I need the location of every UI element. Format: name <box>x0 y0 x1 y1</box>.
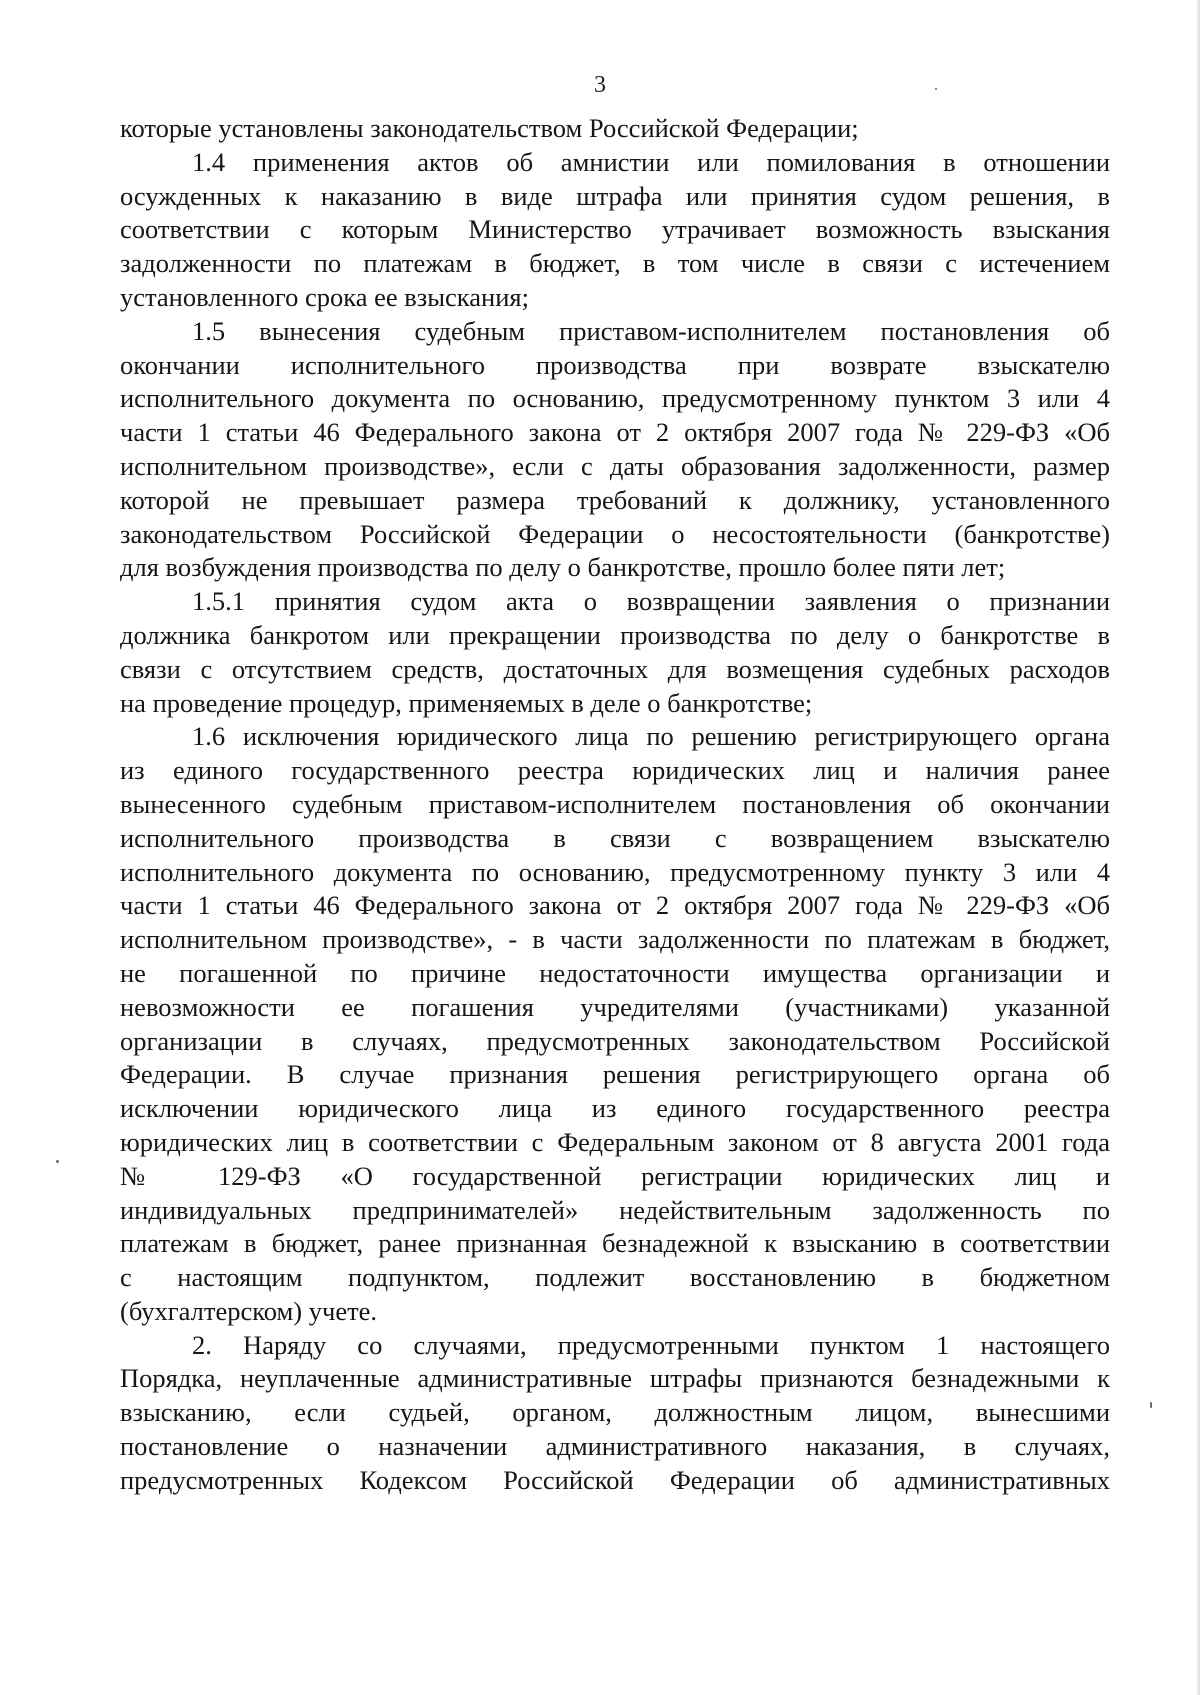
text-line: исполнительного документа по основанию, предусмотренному пунктом 3 или 4 <box>120 383 1110 414</box>
text-line: для возбуждения производства по делу о банкротстве, прошло более пяти лет; <box>120 552 1006 583</box>
text-line: исполнительном производстве», - в части задолженности по платежам в бюджет, <box>120 924 1110 955</box>
text-line: Порядка, неуплаченные административные штрафы признаются безнадежными к <box>120 1363 1110 1394</box>
text-line: части 1 статьи 46 Федерального закона от 2 октября 2007 года № 229-ФЗ «Об <box>120 417 1110 448</box>
text-line: (бухгалтерском) учете. <box>120 1295 378 1326</box>
text-line: предусмотренных Кодексом Российской Федерации об административных <box>120 1464 1110 1495</box>
text-line: которой не превышает размера требований к должнику, установленного <box>120 484 1110 515</box>
text-line: которые установлены законодательством Российской Федерации; <box>120 113 859 143</box>
text-line: вынесенного судебным приставом-исполнителем постановления об окончании <box>120 788 1110 819</box>
document-body <box>120 112 1110 1498</box>
text-line: организации в случаях, предусмотренных законодательством Российской <box>120 1025 1110 1056</box>
scan-speck <box>1150 1402 1152 1408</box>
text-line: индивидуальных предпринимателей» недействительным задолженность по <box>120 1194 1110 1225</box>
text-line: исполнительного документа по основанию, предусмотренному пункту 3 или 4 <box>120 856 1110 887</box>
paragraph-item-2 <box>120 1329 1110 1498</box>
scan-speck <box>56 1160 59 1163</box>
text-line: 1.6 исключения юридического лица по решению регистрирующего органа <box>192 721 1110 752</box>
paragraph-item-1-5-1 <box>120 585 1110 720</box>
paragraph-continuation <box>120 112 1110 146</box>
paragraph-item-1-4 <box>120 146 1110 315</box>
text-line: 1.5.1 принятия судом акта о возвращении заявления о признании <box>192 586 1110 617</box>
text-line: задолженности по платежам в бюджет, в том числе в связи с истечением <box>120 248 1110 279</box>
paragraph-item-1-5 <box>120 315 1110 585</box>
text-line: юридических лиц в соответствии с Федеральным законом от 8 августа 2001 года <box>120 1126 1110 1157</box>
text-line: осужденных к наказанию в виде штрафа или принятия судом решения, в <box>120 180 1110 211</box>
scan-speck <box>935 88 937 90</box>
text-line: на проведение процедур, применяемых в деле о банкротстве; <box>120 687 813 718</box>
text-line: исполнительном производстве», если с даты образования задолженности, размер <box>120 450 1110 481</box>
text-line: должника банкротом или прекращении производства по делу о банкротстве в <box>120 619 1110 650</box>
text-line: 2. Наряду со случаями, предусмотренными пунктом 1 настоящего <box>192 1329 1110 1360</box>
paragraph-item-1-6 <box>120 720 1110 1328</box>
text-line: невозможности ее погашения учредителями (участниками) указанной <box>120 991 1110 1022</box>
text-line: законодательством Российской Федерации о несостоятельности (банкротстве) <box>120 518 1110 549</box>
text-line: из единого государственного реестра юридических лиц и наличия ранее <box>120 755 1110 786</box>
text-line: № 129-ФЗ «О государственной регистрации юридических лиц и <box>120 1160 1110 1191</box>
text-line: части 1 статьи 46 Федерального закона от 2 октября 2007 года № 229-ФЗ «Об <box>120 890 1110 921</box>
page-number: 3 <box>594 72 606 98</box>
text-line: исключении юридического лица из единого государственного реестра <box>120 1093 1110 1124</box>
text-line: платежам в бюджет, ранее признанная безнадежной к взысканию в соответствии <box>120 1228 1110 1259</box>
text-line: не погашенной по причине недостаточности имущества организации и <box>120 957 1110 988</box>
text-line: взысканию, если судьей, органом, должностным лицом, вынесшими <box>120 1397 1110 1428</box>
text-line: 1.4 применения актов об амнистии или помилования в отношении <box>192 146 1110 177</box>
text-line: соответствии с которым Министерство утрачивает возможность взыскания <box>120 214 1110 245</box>
text-line: постановление о назначении административного наказания, в случаях, <box>120 1431 1110 1462</box>
text-line: окончании исполнительного производства при возврате взыскателю <box>120 349 1110 380</box>
text-line: связи с отсутствием средств, достаточных для возмещения судебных расходов <box>120 653 1110 684</box>
text-line: исполнительного производства в связи с возвращением взыскателю <box>120 822 1110 853</box>
text-line: Федерации. В случае признания решения регистрирующего органа об <box>120 1059 1110 1090</box>
text-line: с настоящим подпунктом, подлежит восстановлению в бюджетном <box>120 1262 1110 1293</box>
text-line: установленного срока ее взыскания; <box>120 281 529 312</box>
text-line: 1.5 вынесения судебным приставом-исполнителем постановления об <box>192 315 1110 346</box>
